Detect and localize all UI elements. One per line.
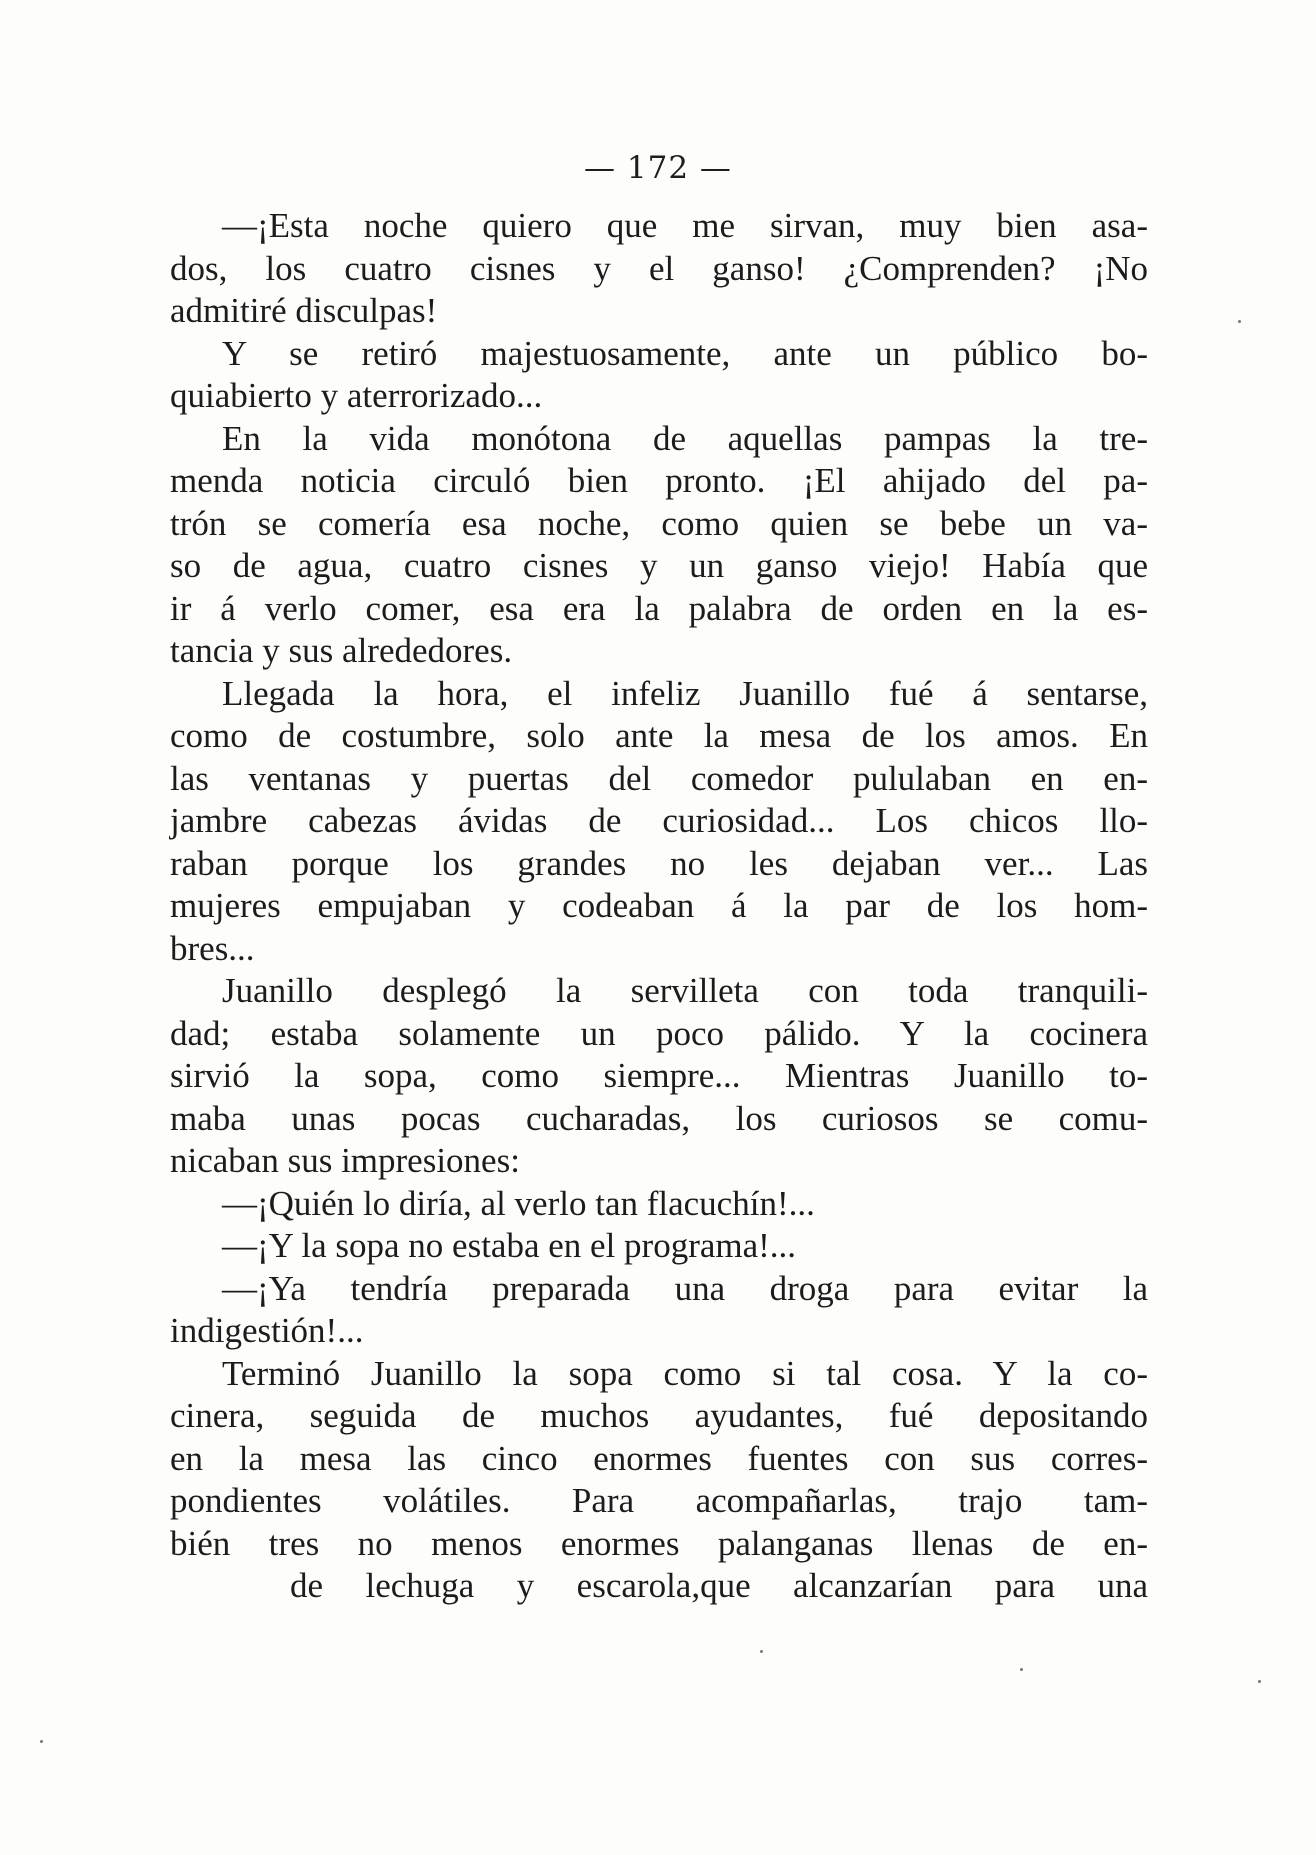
page-number: — 172 — xyxy=(584,150,732,186)
text-line: jambre cabezas ávidas de curiosidad... Los chicos llo- xyxy=(170,801,1148,840)
text-line: —¡Esta noche quiero que me sirvan, muy bien asa- xyxy=(222,206,1148,245)
text-line: ir á verlo comer, esa era la palabra de orden en la es- xyxy=(170,588,1148,628)
text-line: dos, los cuatro cisnes y el ganso! ¿Comprenden? ¡No xyxy=(170,248,1148,288)
text-line: las ventanas y puertas del comedor pululaban en en- xyxy=(170,758,1148,798)
scan-speck xyxy=(1020,1668,1023,1671)
text-line: Y se retiró majestuosamente, ante un público bo- xyxy=(222,333,1148,373)
scan-speck xyxy=(1238,320,1241,323)
text-line: so de agua, cuatro cisnes y un ganso viejo! Había que xyxy=(170,546,1148,585)
text-line: —¡Y la sopa no estaba en el programa!... xyxy=(222,1226,797,1265)
text-line: maba unas pocas cucharadas, los curiosos se comu- xyxy=(170,1098,1148,1138)
text-line: trón se comería esa noche, como quien se bebe un va- xyxy=(170,503,1148,543)
text-line: indigestión!... xyxy=(170,1311,364,1350)
text-line: admitiré disculpas! xyxy=(170,291,438,330)
text-line: de lechuga y escarola,que alcanzarían para una xyxy=(290,1566,1148,1605)
text-line: cinera, seguida de muchos ayudantes, fué depositando xyxy=(170,1396,1148,1435)
text-line: —¡Ya tendría preparada una droga para evitar la xyxy=(222,1268,1148,1308)
text-line: Terminó Juanillo la sopa como si tal cosa. Y la co- xyxy=(222,1353,1148,1393)
text-line: Juanillo desplegó la servilleta con toda tranquili- xyxy=(222,971,1148,1010)
text-line: pondientes volátiles. Para acompañarlas, trajo tam- xyxy=(170,1481,1148,1520)
text-line: dad; estaba solamente un poco pálido. Y la cocinera xyxy=(170,1013,1148,1053)
scan-speck xyxy=(1258,1680,1261,1683)
text-line: menda noticia circuló bien pronto. ¡El ahijado del pa- xyxy=(170,461,1148,500)
scan-speck xyxy=(760,1650,763,1653)
text-line: —¡Quién lo diría, al verlo tan flacuchín!... xyxy=(222,1183,815,1223)
scan-speck xyxy=(40,1740,43,1743)
text-line: como de costumbre, solo ante la mesa de los amos. En xyxy=(170,716,1148,755)
text-line: nicaban sus impresiones: xyxy=(170,1141,520,1180)
text-line: En la vida monótona de aquellas pampas la tre- xyxy=(222,418,1148,458)
text-line: bién tres no menos enormes palanganas llenas de en- xyxy=(170,1523,1148,1563)
text-line: tancia y sus alrededores. xyxy=(170,631,513,670)
text-line: quiabierto y aterrorizado... xyxy=(170,376,543,415)
body-text xyxy=(170,205,1148,1608)
text-line: mujeres empujaban y codeaban á la par de los hom- xyxy=(170,886,1148,925)
text-line: en la mesa las cinco enormes fuentes con sus corres- xyxy=(170,1438,1148,1478)
text-line: bres... xyxy=(170,928,255,968)
text-line: sirvió la sopa, como siempre... Mientras Juanillo to- xyxy=(170,1056,1148,1095)
text-line: Llegada la hora, el infeliz Juanillo fué á sentarse, xyxy=(222,673,1148,713)
text-line: raban porque los grandes no les dejaban ver... Las xyxy=(170,843,1148,883)
